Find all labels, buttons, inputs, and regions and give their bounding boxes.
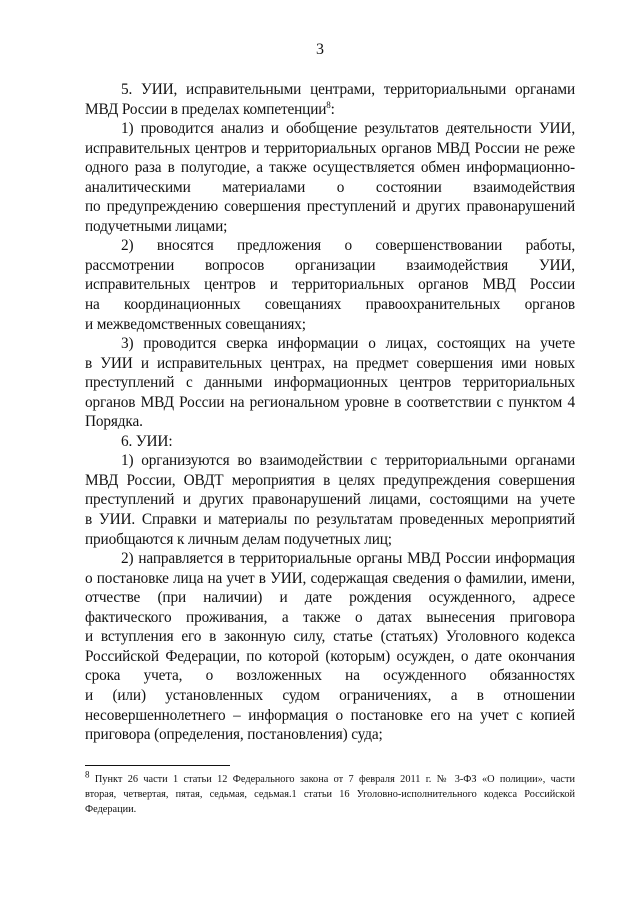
page-number: 3 (316, 41, 324, 58)
text-line (85, 471, 575, 491)
document-body (85, 80, 575, 745)
line-text: и вступления его в законную силу, статье (статьях) Уголовного кодекса (85, 628, 575, 646)
text-line (85, 451, 575, 471)
line-text: исправительных центров и территориальных органов МВД России не реже (85, 139, 575, 157)
line-text: МВД России в пределах компетенции (85, 100, 327, 118)
line-text: преступлений и других правонарушений лицами, состоящими на учете (85, 491, 575, 509)
line-tail: : (330, 100, 335, 118)
footnote-line (85, 787, 575, 802)
line-text: на координационных совещаниях правоохранительных органов (85, 296, 575, 314)
footnote (85, 769, 576, 817)
line-text: 2) вносятся предложения о совершенствовании работы, (121, 237, 575, 255)
line-text: подучетными лицами; (85, 217, 228, 235)
text-line (85, 275, 575, 295)
text-line (85, 373, 575, 393)
text-line (85, 510, 575, 530)
text-line (85, 725, 575, 745)
text-line (85, 178, 575, 198)
line-text: 6. УИИ: (121, 432, 173, 450)
line-text: преступлений с данными информационных центров территориальных (85, 374, 575, 392)
line-text: 1) проводится анализ и обобщение результатов деятельности УИИ, (121, 120, 575, 138)
text-line (85, 608, 575, 628)
text-line (85, 256, 575, 276)
text-line (85, 100, 575, 120)
text-line (85, 412, 575, 432)
line-text: отчестве (при наличии) и дате рождения осужденного, адресе (85, 589, 575, 607)
text-line (85, 354, 575, 374)
line-text: в УИИ. Справки и материалы по результатам проведенных мероприятий (85, 511, 575, 529)
text-line (85, 569, 575, 589)
line-text: фактического проживания, а также о датах вынесения приговора (85, 608, 575, 626)
footnote-text: Пункт 26 части 1 статьи 12 Федерального закона от 7 февраля 2011 г. № 3-ФЗ «О полиции», части (94, 773, 576, 785)
text-line (85, 530, 575, 550)
line-text: приобщаются к личным делам подучетных лиц; (85, 530, 392, 548)
footnote-text: вторая, четвертая, пятая, седьмая, седьмая.1 статьи 16 Уголовно-исполнительного кодекса Российской (85, 788, 575, 800)
line-text: Порядка. (85, 413, 143, 431)
text-line (85, 393, 575, 413)
text-line (85, 158, 575, 178)
footnote-reference: 8 (326, 99, 331, 110)
footnote-marker: 8 (85, 769, 90, 780)
text-line (85, 139, 575, 159)
line-text: в УИИ и исправительных центрах, на предмет совершения ими новых (85, 354, 575, 372)
line-text: Российской Федерации, по которой (которым) осужден, о дате окончания (85, 647, 575, 665)
line-text: о постановке лица на учет в УИИ, содержащая сведения о фамилии, имени, (85, 569, 575, 587)
text-line (85, 80, 575, 100)
text-line (85, 647, 575, 667)
line-text: 1) организуются во взаимодействии с территориальными органами (121, 452, 575, 470)
text-line (85, 217, 575, 237)
footnote-text: Федерации. (85, 803, 137, 815)
text-line (85, 315, 575, 335)
text-line (85, 432, 575, 452)
text-line (85, 588, 575, 608)
text-line (85, 549, 575, 569)
text-line (85, 706, 575, 726)
line-text: рассмотрении вопросов организации взаимодействия УИИ, (85, 256, 575, 274)
line-text: исправительных центров и территориальных органов МВД России (85, 276, 575, 294)
line-text: приговора (определения, постановления) суда; (85, 726, 383, 744)
footnote-line (85, 802, 575, 817)
line-text: по предупреждению совершения преступлений и других правонарушений (85, 198, 575, 216)
footnote-divider (85, 765, 230, 766)
text-line (85, 119, 575, 139)
text-line (85, 666, 575, 686)
text-line (85, 236, 575, 256)
text-line (85, 334, 575, 354)
line-text: и межведомственных совещаниях; (85, 315, 306, 333)
text-line (85, 686, 575, 706)
line-text: 5. УИИ, исправительными центрами, территориальными органами (121, 81, 575, 98)
text-line (85, 627, 575, 647)
line-text: 2) направляется в территориальные органы МВД России информация (121, 550, 575, 568)
line-text: несовершеннолетнего – информация о постановке его на учет с копией (85, 706, 575, 724)
line-text: органов МВД России на региональном уровне в соответствии с пунктом 4 (85, 393, 575, 411)
line-text: одного раза в полугодие, а также осуществляется обмен информационно- (85, 159, 575, 177)
line-text: и (или) установленных судом ограничениях, а в отношении (85, 686, 575, 704)
text-line (85, 295, 575, 315)
line-text: 3) проводится сверка информации о лицах, состоящих на учете (121, 335, 575, 353)
line-text: срока учета, о возложенных на осужденного обязанностях (85, 667, 575, 685)
text-line (85, 490, 575, 510)
footnote-line (85, 769, 576, 787)
text-line (85, 197, 575, 217)
line-text: МВД России, ОВДТ мероприятия в целях предупреждения совершения (85, 471, 575, 489)
line-text: аналитическими материалами о состоянии взаимодействия (85, 178, 575, 196)
